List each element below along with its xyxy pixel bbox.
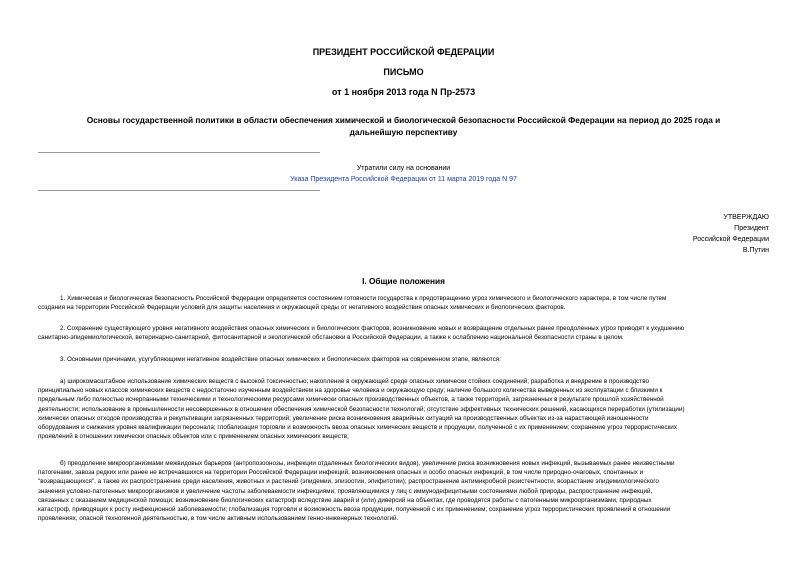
document-title-line1: Основы государственной политики в области обеспечения химической и биологической безопасности Российской Федерации на период до 2025 года и xyxy=(86,115,721,125)
status-note: Утратили силу на основании xyxy=(356,165,451,172)
repeal-link-row xyxy=(0,176,807,183)
paragraph-line: оборудования и снижения уровня квалификации персонала; глобализация торговли и возможность ввоза опасных химических веществ и продукции, полученной с их применением; сохранение угроз террористических xyxy=(38,424,677,432)
paragraph-2 xyxy=(38,324,769,342)
paragraph-line: создания на территории Российской Федерации условий для защиты населения и окружающей среды от негативного воздействия опасных химических и биологических факторов. xyxy=(38,304,566,312)
paragraph-line: катастроф, приводящих к росту инфекционной заболеваемости; глобализация торговли и возможность ввоза продукции, полученной с их применением; сохранение угроз террористических проявлений в отношении xyxy=(38,506,671,514)
paragraph-line: связанных с оказанием медицинской помощи; возникновение биологических катастроф вследствие аварий и (или) диверсий на объектах, где проводятся работы с патогенными микроорганизмами, природных xyxy=(38,496,652,504)
divider-bottom xyxy=(38,190,320,191)
approval-line-signatory: В.Путин xyxy=(742,247,769,254)
paragraph-line: 3. Основными причинами, усугубляющими негативное воздействие опасных химических и биологических факторов на современном этапе, являются: xyxy=(60,356,501,363)
paragraph-1 xyxy=(38,294,769,312)
paragraph-line: б) преодоление микроорганизмами межвидовых барьеров (антропозоонозы, инфекции отдаленных биологических видов), увеличение риска возникновения новых инфекций, вызываемых ранее неизвестными xyxy=(60,460,675,467)
doc-type-heading: ПИСЬМО xyxy=(383,67,424,77)
paragraph-line: проявлений в отношении химически опасных объектов или с применением опасных химических веществ; xyxy=(38,433,349,441)
approval-line-position: Президент xyxy=(734,225,769,232)
paragraph-line: проявлениях, опасной техногенной деятельностью, в том числе активным использованием генно-инженерных технологий. xyxy=(38,515,399,523)
document-title-line2: дальнейшую перспективу xyxy=(349,127,458,137)
paragraph-line: а) широкомасштабное использование химических веществ с высокой токсичностью; накопление в окружающей среде опасных химически стойких соединений; разработка и внедрение в производство xyxy=(60,378,649,385)
date-number-heading: от 1 ноября 2013 года N Пр-2573 xyxy=(331,87,476,97)
paragraph-line: значения условно-патогенных микроорганизмов и увеличение частоты заболеваемости инфекциями, проявляющимися у лиц с иммунодефицитными состояниями любой природы, распространение инфекций, xyxy=(38,487,653,495)
paragraph-line: химически опасных отходов производства и рекультивации загрязненных территорий; увеличение риска возникновения аварийных ситуаций на производственных объектах из-за нарастающей изношенности xyxy=(38,414,649,422)
repeal-decree-link[interactable]: Указа Президента Российской Федерации от 11 марта 2019 года N 97 xyxy=(290,176,517,183)
paragraph-line: принципиально новых классов химических веществ с недостаточно изученным воздействием на здоровье человека и окружающую среду; наличие большого количества выведенных из эксплуатации с близкими к xyxy=(38,387,663,395)
paragraph-line: 1. Химическая и биологическая безопасность Российской Федерации определяется состоянием готовности государства к предотвращению угроз химического и биологического характера, в том числе путем xyxy=(60,295,667,302)
paragraph-a xyxy=(38,377,769,441)
divider-top xyxy=(38,152,320,153)
paragraph-line: предельным либо полностью исчерпанными техническими и технологическими ресурсами химически опасных производственных объектов, а также территорий, загрязненных в результате прошлой хозяйственной xyxy=(38,396,664,404)
paragraph-line: патогенами, завоза редких или ранее не встречавшихся на территории Российской Федерации инфекций, возникновения опасных и особо опасных инфекций, в том числе природно-очаговых, спонтанных и xyxy=(38,469,644,477)
section-heading: I. Общие положения xyxy=(362,276,445,286)
issuer-heading: ПРЕЗИДЕНТ РОССИЙСКОЙ ФЕДЕРАЦИИ xyxy=(312,47,495,57)
paragraph-line: "возвращающихся", а также их распространение среди населения, животных и растений (эпидемии, эпизоотии, эпифитотии); распространение антимикробной резистентности, возрастание эпидемиологического xyxy=(38,478,659,486)
paragraph-line: 2. Сохранение существующего уровня негативного воздействия опасных химических и биологических факторов, возникновение новых и возвращение отдельных ранее преодоленных угроз приводят к ухудшению xyxy=(60,325,685,332)
approval-line-approve: УТВЕРЖДАЮ xyxy=(723,214,769,221)
paragraph-b xyxy=(38,459,769,523)
paragraph-3 xyxy=(38,355,769,364)
paragraph-line: деятельности; использование в промышленности несовершенных в отношении обеспечения химической безопасности технологий; отсутствие эффективных технических решений, касающихся переработки (утилизации) xyxy=(38,405,685,413)
approval-line-country: Российской Федерации xyxy=(692,236,769,243)
paragraph-line: санитарно-эпидемиологической, ветеринарно-санитарной, фитосанитарной и экологической обстановки в Российской Федерации, а также к ослаблению национальной безопасности страны в целом. xyxy=(38,334,624,342)
approval-block xyxy=(693,212,769,256)
